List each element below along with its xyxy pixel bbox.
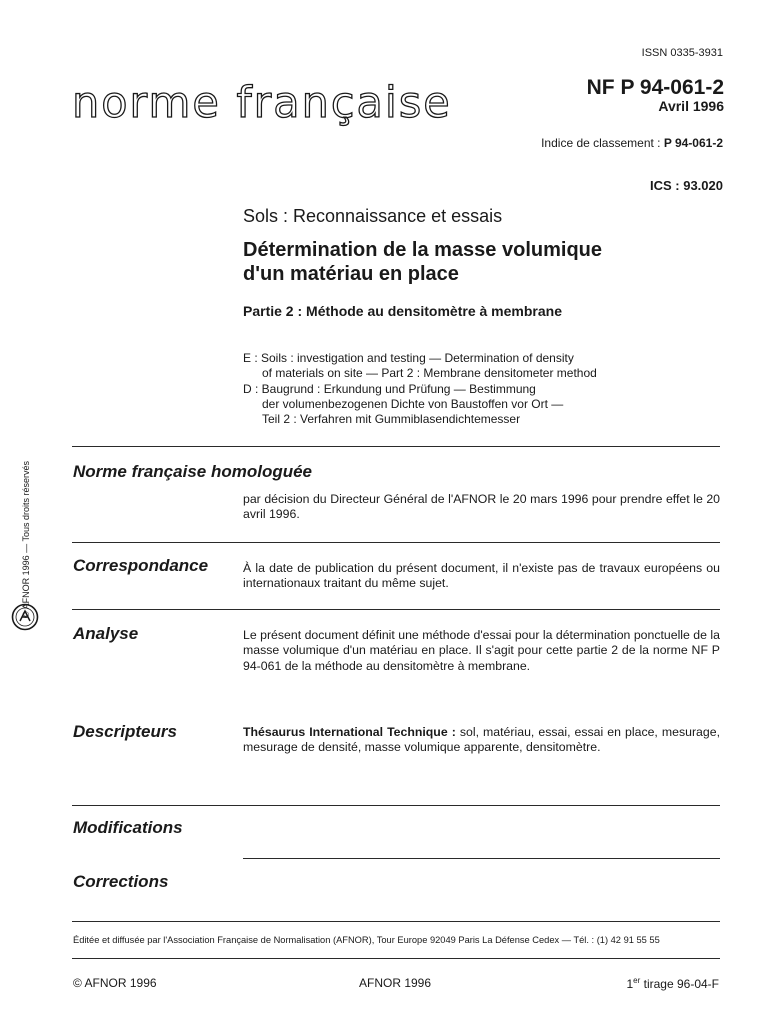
translation-line: D : Baugrund : Erkundung und Prüfung — Bestimmung <box>243 381 536 396</box>
translation-line: of materials on site — Part 2 : Membrane densitometer method <box>262 366 597 381</box>
afnor-seal-icon <box>11 603 39 631</box>
correspondance-text: À la date de publication du présent document, il n'existe pas de travaux européens ou internationaux traitant du même sujet. <box>243 561 720 591</box>
section-divider <box>72 446 720 447</box>
descripteurs-text <box>243 725 720 756</box>
publisher-info: Éditée et diffusée par l'Association Française de Normalisation (AFNOR), Tour Europe 92049 Paris La Défense Cedex — Tél. : (1) 42 91 55 55 <box>73 935 660 945</box>
document-part: Partie 2 : Méthode au densitomètre à membrane <box>243 303 562 319</box>
classement-label: Indice de classement : <box>541 136 661 150</box>
translation-line: der volumenbezogenen Dichte von Baustoffen vor Ort — <box>262 396 564 411</box>
print-run <box>626 976 719 991</box>
document-title-line-1: Détermination de la masse volumique <box>243 239 602 261</box>
corrections-heading: Corrections <box>73 872 169 891</box>
issn-number: ISSN 0335-3931 <box>641 47 723 59</box>
modifications-heading: Modifications <box>73 818 183 837</box>
footer-copyright: © AFNOR 1996 <box>73 976 157 990</box>
footer-divider <box>72 958 720 959</box>
document-title <box>243 238 713 286</box>
correspondance-heading: Correspondance <box>73 556 209 575</box>
classement-index <box>541 136 723 150</box>
translation-line: Teil 2 : Verfahren mit Gummiblasendichtemesser <box>262 412 521 427</box>
ics-code: ICS : 93.020 <box>650 178 723 193</box>
section-divider <box>72 805 720 806</box>
print-run-label: tirage 96-04-F <box>640 977 719 991</box>
print-run-ordinal: er <box>633 976 641 985</box>
section-divider <box>243 858 720 859</box>
standard-reference: NF P 94-061-2 <box>586 76 724 99</box>
footer-center-text: AFNOR 1996 <box>359 976 432 990</box>
section-divider <box>72 609 720 610</box>
descripteurs-keywords: sol, matériau, essai, essai en place, mesurage, mesurage de densité, masse volumique apparente, densitomètre. <box>243 725 720 755</box>
analyse-heading: Analyse <box>73 624 139 643</box>
translation-line: E : Soils : investigation and testing — Determination of density <box>243 351 574 365</box>
print-run-number: 1 <box>626 977 634 991</box>
descripteurs-heading: Descripteurs <box>73 722 177 741</box>
footer-divider <box>72 921 720 922</box>
title-translations <box>243 351 597 427</box>
homologuee-heading: Norme française homologuée <box>73 462 313 481</box>
classement-value: P 94-061-2 <box>663 136 723 150</box>
analyse-text: Le présent document définit une méthode d'essai pour la détermination ponctuelle de la masse volumique d'un matériau en place. Il s'agit pour cette partie 2 de la norme NF P 94-061 de la méthode au densitomètre à membrane. <box>243 628 720 673</box>
document-title-line-2: d'un matériau en place <box>243 263 459 285</box>
vertical-copyright: © AFNOR 1996 — Tous droits réservés <box>21 460 31 618</box>
homologuee-text: par décision du Directeur Général de l'AFNOR le 20 mars 1996 pour prendre effet le 20 avril 1996. <box>243 492 720 522</box>
descripteurs-label: Thésaurus International Technique : <box>243 725 456 739</box>
norme-francaise-title: norme française <box>72 78 452 128</box>
section-divider <box>72 542 720 543</box>
document-subject: Sols : Reconnaissance et essais <box>243 206 503 226</box>
publication-date: Avril 1996 <box>658 98 724 114</box>
